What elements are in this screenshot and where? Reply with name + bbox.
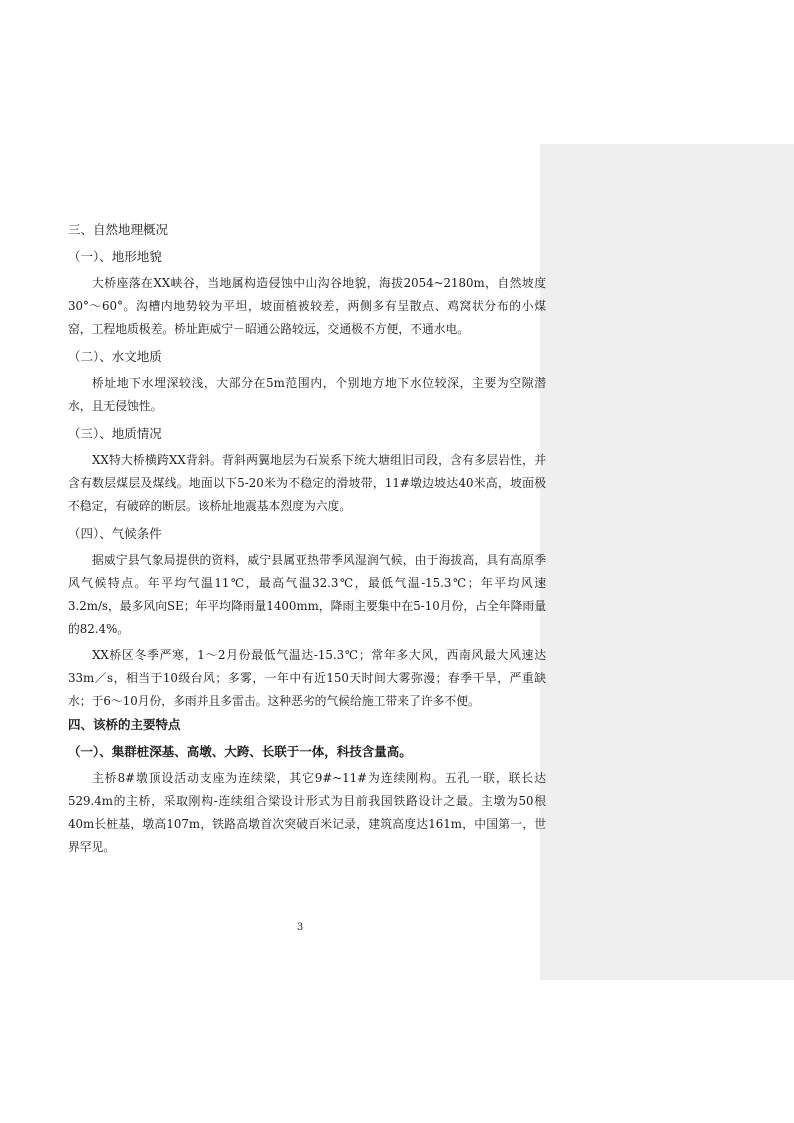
subsection-title-geology: （三）、地质情况: [68, 426, 162, 441]
subsection-title-terrain: （一）、地形地貌: [68, 249, 162, 264]
subsection-title-hydrology: （二）、水文地质: [68, 349, 162, 364]
page-number: 3: [296, 922, 304, 933]
paragraph-hydrology: 桥址地下水埋深较浅，大部分在5m范围内，个别地方地下水位较深，主要为空隙潜水，且无侵蚀性。: [68, 376, 546, 413]
paragraph-climate-1: 据威宁县气象局提供的资料，威宁县属亚热带季风湿润气候，由于海拔高，具有高原季风气候特点。年平均气温11℃，最高气温32.3℃，最低气温-15.3℃；年平均风速3.2m/s，最多风向SE；年平均降雨量1400mm，降雨主要集中在5-10月份，占全年降雨量的82.4%。: [68, 553, 546, 636]
subsection-title-climate: （四）、气候条件: [68, 526, 162, 541]
paragraph-climate-2: XX桥区冬季严寒，1～2月份最低气温达-15.3℃；常年多大风，西南风最大风速达33m／s，相当于10级台风；多雾，一年中有近150天时间大雾弥漫；春季干旱，严重缺水；于6～10月份，多雨并且多雷击。这种恶劣的气候给施工带来了许多不便。: [68, 648, 546, 708]
paragraph-features-1: 主桥8#墩顶设活动支座为连续梁，其它9#~11#为连续刚构。五孔一联，联长达529.4m的主桥，采取刚构-连续组合梁设计形式为目前我国铁路设计之最。主墩为50根40m长桩基，墩高107m，铁路高墩首次突破百米记录，建筑高度达161m，中国第一，世界罕见。: [68, 771, 546, 854]
paragraph-terrain: 大桥座落在XX峡谷，当地属构造侵蚀中山沟谷地貌，海拔2054~2180m，自然坡度30°～60°。沟槽内地势较为平坦，坡面植被较差，两侧多有呈散点、鸡窝状分布的小煤窑，工程地质极差。桥址距威宁－昭通公路较远，交通极不方便，不通水电。: [68, 276, 546, 336]
document-page: [68, 218, 546, 859]
section-title-features: 四、该桥的主要特点: [68, 717, 181, 732]
paragraph-geology: XX特大桥横跨XX背斜。背斜两翼地层为石炭系下统大塘组旧司段，含有多层岩性，并含有数层煤层及煤线。地面以下5-20米为不稳定的滑坡带，11#墩边坡达40米高，坡面极不稳定，有破碎的断层。该桥址地震基本烈度为六度。: [68, 453, 546, 513]
subsection-title-features-1: （一）、集群桩深基、高墩、大跨、长联于一体，科技含量高。: [68, 744, 412, 759]
section-title-nature: 三、自然地理概况: [68, 222, 169, 237]
comment-pane: [540, 144, 794, 980]
